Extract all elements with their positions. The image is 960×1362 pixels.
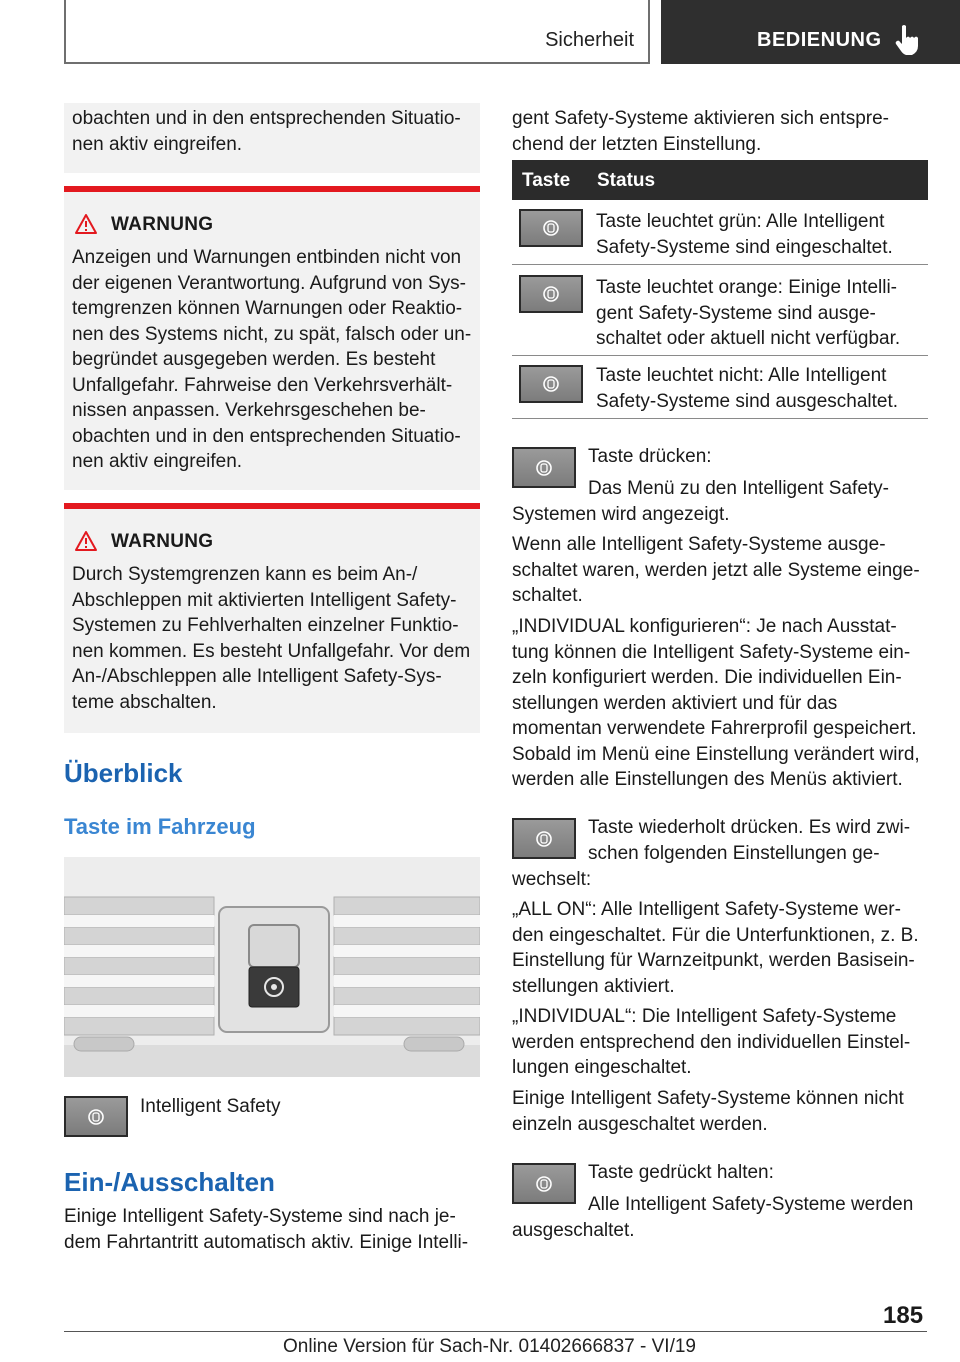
text-line: schaltet waren, werden jetzt alle Systeme einge- [512, 559, 920, 581]
on-off-text [64, 1204, 480, 1255]
table-row [596, 209, 928, 260]
table-row-button-image [519, 365, 583, 403]
heading-button-in-vehicle: Taste im Fahrzeug [64, 814, 256, 839]
text-line: Abschleppen mit aktivierten Intelligent Safety- [72, 589, 457, 611]
text-line: „INDIVIDUAL“: Die Intelligent Safety-Systeme [512, 1006, 897, 1027]
hold-step-line: Alle Intelligent Safety-Systeme werden [588, 1194, 914, 1215]
text-line: Taste leuchtet nicht: Alle Intelligent [596, 365, 887, 386]
text-line: obachten und in den entsprechenden Situatio- [72, 425, 461, 447]
paragraph [512, 897, 928, 999]
text-line: nen aktiv eingreifen. [72, 451, 243, 472]
text-line: Wenn alle Intelligent Safety-Systeme ausge- [512, 534, 886, 555]
intelligent-safety-icon [535, 830, 553, 848]
paragraph [512, 1004, 928, 1081]
intelligent-safety-icon [535, 1175, 553, 1193]
text-line: Unfallgefahr. Fahrweise den Verkehrsverhält- [72, 374, 453, 396]
text-line: Safety-Systeme sind eingeschaltet. [596, 236, 893, 258]
text-line: einzeln ausgeschaltet werden. [512, 1113, 768, 1135]
text-line: Einstellung für Warnzeitpunkt, werden Basisein- [512, 950, 915, 971]
press-step-line: Das Menü zu den Intelligent Safety- [588, 478, 890, 499]
text-line: tung können die Intelligent Safety-Systeme ein- [512, 641, 911, 663]
paragraph [512, 1086, 928, 1137]
table-row-button-image [519, 209, 583, 247]
table-divider [512, 355, 928, 356]
table-header-status: Status [597, 170, 656, 191]
text-line: momentan verwendete Fahrerprofil gespeichert. [512, 718, 917, 739]
table-divider [512, 418, 928, 419]
text-line: An-/Abschleppen alle Intelligent Safety-Sys- [72, 666, 442, 687]
intelligent-safety-icon [542, 375, 560, 393]
text-line: schaltet oder aktuell nicht verfügbar. [596, 328, 901, 349]
text-line: Taste leuchtet grün: Alle Intelligent [596, 211, 885, 232]
text-line: nen kommen. Es besteht Unfallgefahr. Vor dem [72, 640, 471, 662]
footer-divider [64, 1331, 927, 1332]
text-line: dem Fahrtantritt automatisch aktiv. Einige Intelli- [64, 1231, 469, 1253]
text-line: stellungen aktiviert. [512, 975, 675, 997]
text-line: Systemen zu Fehlverhalten einzelner Funktio- [72, 615, 459, 636]
intelligent-safety-icon [87, 1108, 105, 1126]
hold-step-line: ausgeschaltet. [512, 1220, 635, 1241]
text-line: „ALL ON“: Alle Intelligent Safety-Systeme wer- [512, 899, 901, 920]
text-line: der eigenen Verantwortung. Aufgrund von Sys- [72, 272, 466, 294]
text-line: Taste leuchtet orange: Einige Intelli- [596, 277, 898, 298]
press-again-line: wechselt: [512, 869, 592, 890]
text-line: „INDIVIDUAL konfigurieren“: Je nach Ausstat- [512, 616, 897, 637]
warning-title: WARNUNG [111, 214, 214, 235]
hold-button-image [512, 1163, 576, 1204]
page-number: 185 [883, 1302, 924, 1329]
warning-triangle-icon [74, 213, 98, 235]
press-step-line: Systemen wird angezeigt. [512, 504, 730, 525]
text-line: zeln konfiguriert werden. Die individuellen Ein- [512, 667, 902, 688]
press-again-line: schen folgenden Einstellungen ge- [588, 843, 880, 864]
text-line: Sobald im Menü eine Einstellung verändert wird, [512, 743, 920, 765]
text-line: nen des Systems nicht, zu spät, falsch oder un- [72, 323, 472, 345]
header-section-label: Sicherheit [545, 29, 634, 51]
online-version-note: Online Version für Sach-Nr. 01402666837 - VI/19 [283, 1336, 696, 1357]
text-line: werden entsprechend den individuellen Einstel- [512, 1031, 911, 1053]
vehicle-button-photo [64, 857, 480, 1077]
text-line: gent Safety-Systeme aktivieren sich entspre- [512, 108, 890, 129]
text-line: Einige Intelligent Safety-Systeme können nicht [512, 1088, 904, 1109]
hold-step-title: Taste gedrückt halten: [588, 1162, 774, 1183]
table-row [596, 275, 928, 352]
intelligent-safety-icon [542, 219, 560, 237]
warning-text [72, 562, 476, 715]
paragraph [512, 614, 928, 793]
table-header-key: Taste [522, 170, 571, 191]
text-line: teme abschalten. [72, 691, 217, 713]
press-step-title: Taste drücken: [588, 446, 712, 467]
text-line: Durch Systemgrenzen kann es beim An-/ [72, 564, 418, 585]
text-line: Anzeigen und Warnungen entbinden nicht von [72, 247, 462, 268]
table-row [596, 363, 928, 414]
warning-title: WARNUNG [111, 531, 214, 552]
text-line: temgrenzen können Warnungen oder Reaktio- [72, 298, 463, 319]
text-line: Safety-Systeme sind ausgeschaltet. [596, 390, 899, 412]
header-chapter-label: BEDIENUNG [757, 29, 882, 51]
press-again-line: Taste wiederholt drücken. Es wird zwi- [588, 817, 911, 838]
text-line: obachten und in den entsprechenden Situatio- [72, 108, 461, 129]
intelligent-safety-icon [542, 285, 560, 303]
text-line: Einige Intelligent Safety-Systeme sind nach je- [64, 1206, 456, 1227]
text-line: lungen eingeschaltet. [512, 1057, 692, 1078]
table-row-button-image [519, 275, 583, 313]
text-line: stellungen werden aktiviert und für das [512, 692, 838, 714]
heading-overview: Überblick [64, 758, 183, 788]
press-button-image [512, 447, 576, 488]
text-line: begründet ausgegeben werden. Es besteht [72, 349, 436, 370]
warning-triangle-icon [74, 530, 98, 552]
button-caption: Intelligent Safety [140, 1096, 281, 1117]
continued-note-text [72, 106, 476, 157]
intelligent-safety-button-image [64, 1096, 128, 1137]
pointing-hand-icon [893, 24, 923, 56]
text-line: nen aktiv eingreifen. [72, 133, 243, 155]
intro-text [512, 106, 928, 157]
text-line: gent Safety-Systeme sind ausge- [596, 302, 876, 324]
text-line: schaltet. [512, 585, 583, 606]
text-line: werden alle Einstellungen des Menüs aktiviert. [512, 769, 903, 790]
text-line: chend der letzten Einstellung. [512, 133, 762, 155]
table-divider [512, 264, 928, 265]
heading-on-off: Ein-/Ausschalten [64, 1167, 275, 1197]
table-header [512, 160, 928, 200]
paragraph [512, 532, 928, 609]
press-again-button-image [512, 818, 576, 859]
text-line: nissen anpassen. Verkehrsgeschehen be- [72, 400, 426, 421]
text-line: den eingeschaltet. Für die Unterfunktionen, z. B. [512, 924, 919, 946]
intelligent-safety-icon [535, 459, 553, 477]
warning-text [72, 245, 476, 475]
